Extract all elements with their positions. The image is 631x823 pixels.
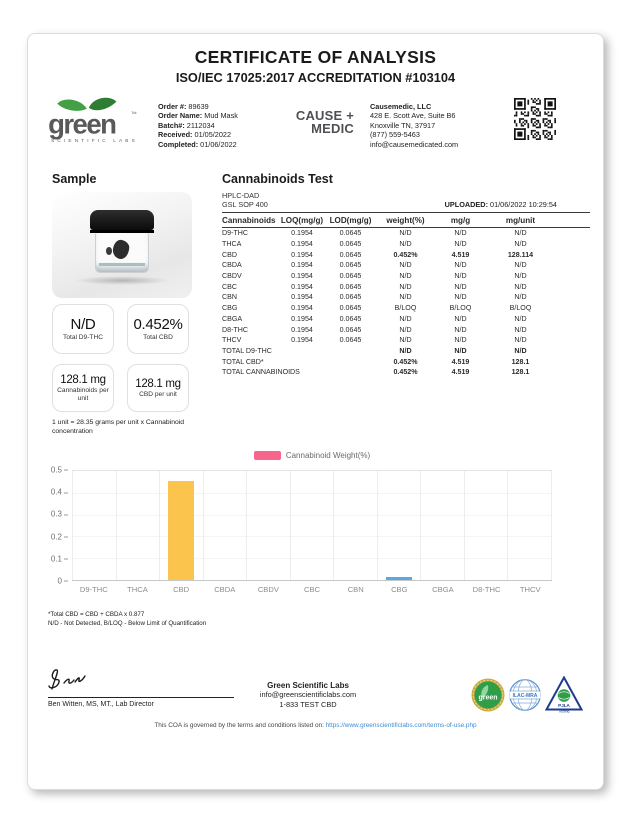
uploaded-timestamp: UPLOADED: 01/06/2022 10:29:54 bbox=[444, 200, 557, 209]
table-row: D8-THC 0.1954 0.0645 N/D N/D N/D bbox=[222, 325, 527, 334]
chart-category-cell bbox=[507, 471, 552, 580]
label-graphic bbox=[112, 239, 130, 260]
chart-category-cell bbox=[116, 471, 160, 580]
cause-medic-logo: CAUSE + MEDIC bbox=[295, 108, 354, 136]
table-row: CBDV 0.1954 0.0645 N/D N/D N/D bbox=[222, 272, 527, 281]
y-tick-label: 0 bbox=[58, 577, 68, 586]
table-row: THCA 0.1954 0.0645 N/D N/D N/D bbox=[222, 240, 527, 249]
y-tick-label: 0.4 bbox=[51, 488, 68, 497]
chart-bar bbox=[168, 481, 194, 580]
x-tick-label: THCV bbox=[519, 585, 541, 594]
table-row: CBG 0.1954 0.0645 B/LOQ B/LOQ B/LOQ bbox=[222, 304, 532, 313]
lab-email: info@greenscientificlabs.com bbox=[259, 690, 357, 700]
chart-category-cell bbox=[290, 471, 334, 580]
lab-contact bbox=[218, 681, 398, 709]
col-header: LOD(mg/g) bbox=[327, 213, 374, 228]
ilac-mra-icon bbox=[508, 678, 542, 712]
table-row: THCV 0.1954 0.0645 N/D N/D N/D bbox=[222, 336, 527, 345]
col-header: mg/g bbox=[437, 213, 484, 228]
col-header: mg/unit bbox=[484, 213, 557, 228]
footnote-abbreviations: N/D - Not Detected, B/LOQ - Below Limit of Quantification bbox=[48, 619, 207, 627]
terms-line: This COA is governed by the terms and conditions listed on: https://www.greenscientificlabs.com/terms-of-use.php bbox=[154, 722, 477, 729]
table-row: D9-THC 0.1954 0.0645 N/D N/D N/D bbox=[222, 229, 527, 238]
document-header bbox=[28, 47, 603, 85]
logo-wordmark: green bbox=[48, 108, 116, 140]
chart-category-cell bbox=[377, 471, 421, 580]
svg-text:ILAC-MRA: ILAC-MRA bbox=[512, 692, 538, 699]
order-info bbox=[158, 102, 238, 149]
client-address-2: Knoxville TN, 37917 bbox=[370, 120, 436, 130]
coa-document bbox=[27, 33, 604, 790]
x-tick-label: CBGA bbox=[432, 585, 454, 594]
totals-row: TOTAL CANNABINOIDS 0.452% 4.519 128.1 bbox=[222, 368, 530, 377]
col-header: Cannabinoids bbox=[222, 213, 277, 228]
product-jar bbox=[90, 210, 154, 273]
accreditation-badges bbox=[471, 676, 583, 713]
client-name: Causemedic, LLC bbox=[370, 102, 432, 111]
client-address-1: 428 E. Scott Ave, Suite B6 bbox=[370, 111, 456, 121]
col-header: LOQ(mg/g) bbox=[277, 213, 327, 228]
chart-category-cell bbox=[464, 471, 508, 580]
signature-line bbox=[48, 697, 234, 698]
client-info bbox=[370, 102, 458, 149]
order-field: Completed: 01/06/2022 bbox=[158, 139, 237, 149]
client-phone: (877) 559-5463 bbox=[370, 130, 420, 140]
stat-box-total-d9thc: N/D Total D9-THC bbox=[52, 304, 114, 354]
pjla-testing-icon bbox=[545, 676, 583, 713]
table-header-row bbox=[222, 213, 590, 228]
stat-box-cannabinoids-per-unit: 128.1 mg Cannabinoids per unit bbox=[52, 364, 114, 412]
table-row: CBD 0.1954 0.0645 0.452% 4.519 128.114 bbox=[222, 250, 534, 259]
method-info: HPLC-DAD GSL SOP 400 bbox=[222, 191, 268, 210]
signer-name: Ben Witten, MS, MT., Lab Director bbox=[48, 701, 154, 708]
stat-box-cbd-per-unit: 128.1 mg CBD per unit bbox=[127, 364, 189, 412]
chart-category-cell bbox=[420, 471, 464, 580]
client-email: info@causemedicated.com bbox=[370, 139, 459, 149]
order-field: Order Name: Mud Mask bbox=[158, 111, 238, 121]
chart-y-axis bbox=[44, 465, 68, 586]
chart-plot-area bbox=[72, 470, 552, 581]
svg-text:PJLA: PJLA bbox=[558, 703, 570, 708]
lab-name: Green Scientific Labs bbox=[267, 681, 349, 690]
order-field: Order #: 89639 bbox=[158, 102, 209, 111]
footnotes bbox=[48, 611, 206, 628]
x-tick-label: CBN bbox=[347, 585, 364, 594]
unit-note: 1 unit = 28.35 grams per unit x Cannabinoid concentration bbox=[52, 419, 185, 435]
legend-label: Cannabinoid Weight(%) bbox=[285, 451, 371, 460]
order-field: Batch#: 2112034 bbox=[158, 120, 215, 130]
x-tick-label: CBDA bbox=[214, 585, 236, 594]
jar-lid bbox=[90, 210, 154, 230]
qr-code bbox=[514, 98, 556, 140]
table-row: CBC 0.1954 0.0645 N/D N/D N/D bbox=[222, 282, 527, 291]
chart-x-axis bbox=[72, 585, 552, 594]
page-subtitle: ISO/IEC 17025:2017 ACCREDITATION #103104 bbox=[175, 70, 456, 85]
table-row: CBDA 0.1954 0.0645 N/D N/D N/D bbox=[222, 261, 527, 270]
svg-text:Testing: Testing bbox=[558, 709, 570, 713]
y-tick-label: 0.1 bbox=[51, 554, 68, 563]
terms-link[interactable]: https://www.greenscientificlabs.com/terms-of-use.php bbox=[325, 722, 477, 729]
x-tick-label: D8-THC bbox=[472, 585, 501, 594]
x-tick-label: THCA bbox=[127, 585, 148, 594]
chart-category-cell bbox=[203, 471, 247, 580]
sample-image bbox=[52, 192, 192, 298]
y-tick-label: 0.5 bbox=[51, 466, 68, 475]
jar-shadow bbox=[74, 276, 170, 285]
x-tick-label: CBDV bbox=[257, 585, 279, 594]
jar-body bbox=[95, 233, 149, 273]
cannabinoids-table bbox=[222, 212, 590, 378]
signature-icon bbox=[44, 667, 116, 695]
sample-heading: Sample bbox=[52, 172, 97, 186]
totals-row: TOTAL D9-THC N/D N/D N/D bbox=[222, 346, 527, 355]
green-seal-icon bbox=[471, 678, 505, 712]
page-title: CERTIFICATE OF ANALYSIS bbox=[194, 47, 437, 67]
logo-subtext: SCIENTIFIC LABS bbox=[51, 137, 138, 143]
footnote-total-cbd: *Total CBD = CBD + CBDA x 0.877 bbox=[48, 611, 145, 618]
x-tick-label: CBD bbox=[173, 585, 190, 594]
lab-phone: 1-833 TEST CBD bbox=[279, 699, 337, 709]
trademark-symbol: ™ bbox=[130, 110, 137, 118]
chart-category-cell bbox=[246, 471, 290, 580]
x-tick-label: CBC bbox=[304, 585, 321, 594]
order-field: Received: 01/05/2022 bbox=[158, 130, 232, 140]
table-row: CBGA 0.1954 0.0645 N/D N/D N/D bbox=[222, 314, 527, 323]
legend-swatch bbox=[254, 451, 281, 460]
svg-text:green: green bbox=[478, 694, 498, 701]
test-heading: Cannabinoids Test bbox=[222, 172, 333, 186]
x-tick-label: D9-THC bbox=[79, 585, 108, 594]
green-scientific-labs-logo bbox=[44, 96, 146, 144]
chart-category-cell bbox=[72, 471, 116, 580]
chart-bar bbox=[386, 577, 412, 580]
x-tick-label: CBG bbox=[391, 585, 408, 594]
y-tick-label: 0.3 bbox=[51, 510, 68, 519]
chart-category-cell bbox=[159, 471, 203, 580]
chart-category-cell bbox=[333, 471, 377, 580]
table-row: CBN 0.1954 0.0645 N/D N/D N/D bbox=[222, 293, 527, 302]
totals-row: TOTAL CBD* 0.452% 4.519 128.1 bbox=[222, 357, 530, 366]
stat-box-total-cbd: 0.452% Total CBD bbox=[127, 304, 189, 354]
cannabinoid-weight-chart bbox=[44, 447, 592, 611]
chart-legend bbox=[72, 451, 552, 460]
col-header: weight(%) bbox=[374, 213, 437, 228]
y-tick-label: 0.2 bbox=[51, 532, 68, 541]
